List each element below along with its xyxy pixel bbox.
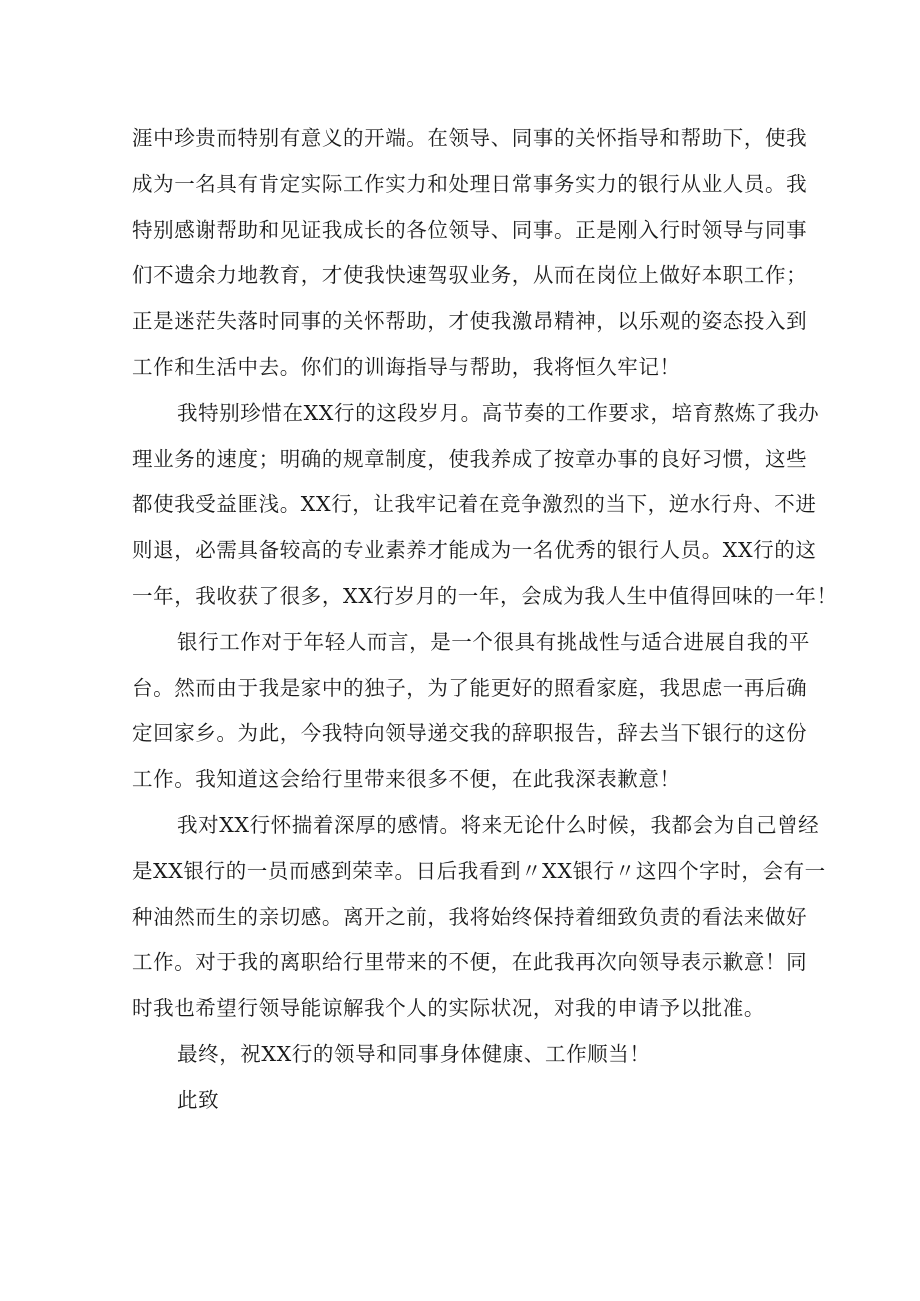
- text-line: 定回家乡。为此，今我特向领导递交我的辞职报告，辞去当下银行的这份: [132, 721, 808, 746]
- text-line: 最终，祝XX行的领导和同事身体健康、工作顺当！: [177, 1041, 651, 1066]
- paragraph-wishes: [132, 1032, 792, 1078]
- text-line: 工作。我知道这会给行里带来很多不便，在此我深表歉意！: [132, 767, 681, 792]
- text-line: 正是迷茫失落时同事的关怀帮助，才使我激昂精神，以乐观的姿态投入到: [132, 309, 808, 334]
- text-line: 工作。对于我的离职给行里带来的不便，在此我再次向领导表示歉意！同: [132, 950, 808, 975]
- text-line: 则退，必需具备较高的专业素养才能成为一名优秀的银行人员。XX行的这: [132, 538, 817, 563]
- paragraph-resignation-reason: [132, 620, 810, 803]
- text-line: 是XX银行的一员而感到荣幸。日后我看到〃XX银行〃这四个字时，会有一: [132, 858, 826, 883]
- text-line: 都使我受益匪浅。XX行，让我牢记着在竞争激烈的当下，逆水行舟、不进: [132, 492, 817, 517]
- text-line: 成为一名具有肯定实际工作实力和处理日常事务实力的银行从业人员。我: [132, 171, 808, 196]
- text-line: 台。然而由于我是家中的独子，为了能更好的照看家庭，我思虑一再后确: [132, 675, 808, 700]
- paragraph-feelings: [132, 803, 826, 1032]
- text-line: 工作和生活中去。你们的训诲指导与帮助，我将恒久牢记！: [132, 354, 681, 379]
- paragraph-cherish-time: [132, 391, 838, 620]
- text-line: 我对XX行怀揣着深厚的感情。将来无论什么时候，我都会为自己曾经: [177, 812, 820, 837]
- closing-salutation: 此致: [177, 1087, 220, 1112]
- text-line: 们不遗余力地教育，才使我快速驾驭业务，从而在岗位上做好本职工作；: [132, 263, 808, 288]
- text-line: 我特别珍惜在XX行的这段岁月。高节奏的工作要求，培育熬炼了我办: [177, 400, 820, 425]
- text-line: 理业务的速度；明确的规章制度，使我养成了按章办事的良好习惯，这些: [132, 446, 808, 471]
- text-line: 时我也希望行领导能谅解我个人的实际状况，对我的申请予以批准。: [132, 996, 765, 1021]
- text-line: 种油然而生的亲切感。离开之前，我将始终保持着细致负责的看法来做好: [132, 904, 808, 929]
- text-line: 银行工作对于年轻人而言，是一个很具有挑战性与适合进展自我的平: [177, 629, 810, 654]
- paragraph-gratitude: [132, 116, 808, 391]
- text-line: 一年，我收获了很多，XX行岁月的一年，会成为我人生中值得回味的一年！: [132, 583, 838, 608]
- text-line: 特别感谢帮助和见证我成长的各位领导、同事。正是刚入行时领导与同事: [132, 217, 808, 242]
- paragraph-closing: [132, 1078, 792, 1124]
- resignation-letter-page: [132, 116, 838, 1124]
- text-line: 涯中珍贵而特别有意义的开端。在领导、同事的关怀指导和帮助下，使我: [132, 126, 808, 150]
